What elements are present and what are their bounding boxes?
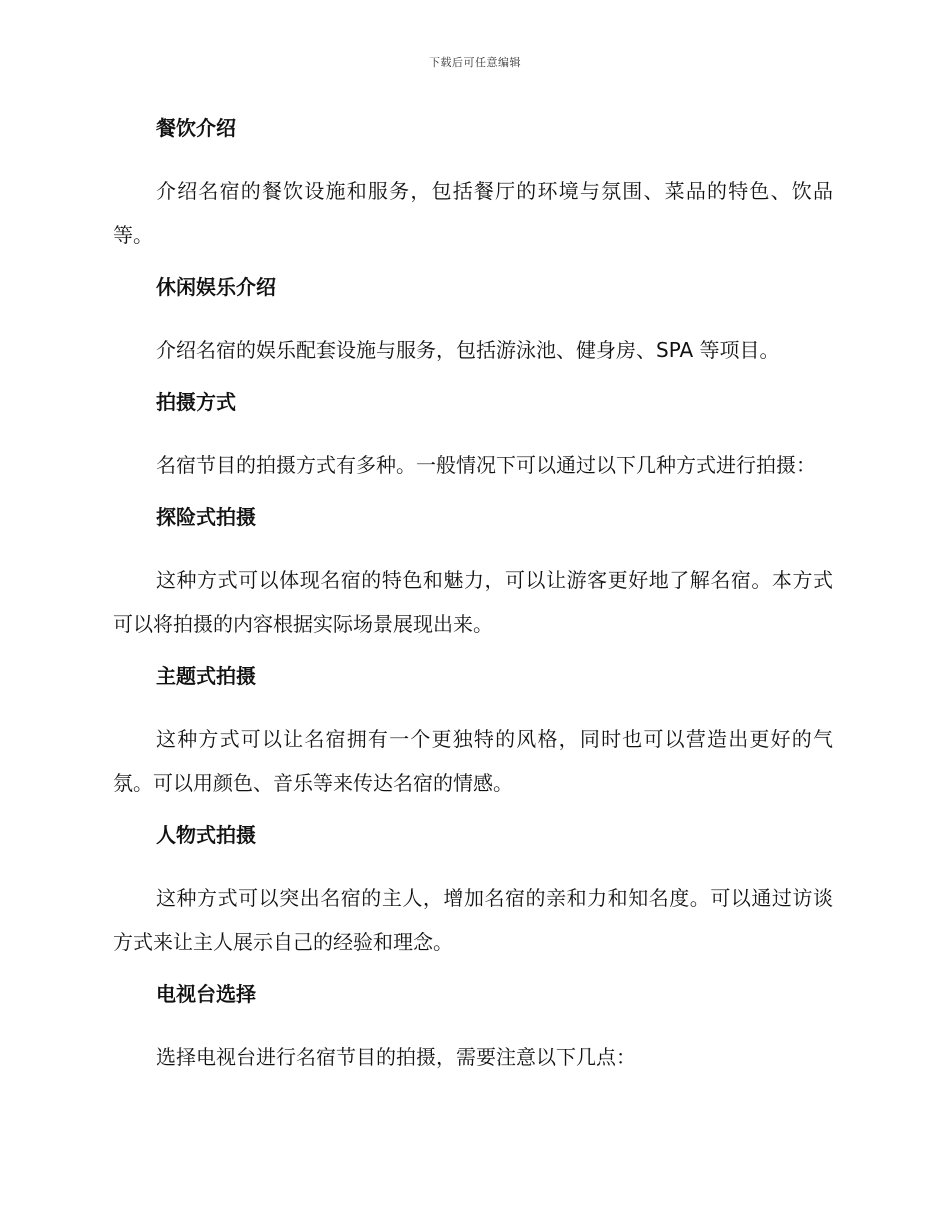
section-heading: 主题式拍摄 [156, 664, 256, 688]
section-heading: 拍摄方式 [156, 390, 236, 414]
section-adventure-shooting [113, 501, 833, 646]
document-content [113, 112, 833, 1079]
section-theme-shooting [113, 660, 833, 805]
section-body: 介绍名宿的娱乐配套设施与服务，包括游泳池、健身房、SPA 等项目。 [156, 338, 780, 362]
section-shooting-methods [113, 386, 833, 487]
section-heading: 人物式拍摄 [156, 823, 256, 847]
section-dining [113, 112, 833, 257]
section-tv-station [113, 978, 833, 1079]
section-leisure [113, 271, 833, 372]
section-character-shooting [113, 819, 833, 964]
header-note: 下载后可任意编辑 [429, 56, 521, 69]
section-body: 选择电视台进行名宿节目的拍摄，需要注意以下几点： [156, 1045, 636, 1069]
section-heading: 休闲娱乐介绍 [156, 275, 276, 299]
section-heading: 餐饮介绍 [156, 116, 236, 140]
section-heading: 电视台选择 [156, 982, 256, 1006]
section-body: 这种方式可以体现名宿的特色和魅力，可以让游客更好地了解名宿。本方式可以将拍摄的内容根据实际场景展现出来。 [113, 568, 833, 636]
section-body: 介绍名宿的餐饮设施和服务，包括餐厅的环境与氛围、菜品的特色、饮品等。 [113, 179, 833, 247]
section-body: 这种方式可以突出名宿的主人，增加名宿的亲和力和知名度。可以通过访谈方式来让主人展示自己的经验和理念。 [113, 886, 833, 954]
section-body: 这种方式可以让名宿拥有一个更独特的风格，同时也可以营造出更好的气氛。可以用颜色、音乐等来传达名宿的情感。 [113, 727, 833, 795]
section-heading: 探险式拍摄 [156, 505, 256, 529]
section-body: 名宿节目的拍摄方式有多种。一般情况下可以通过以下几种方式进行拍摄： [156, 453, 816, 477]
